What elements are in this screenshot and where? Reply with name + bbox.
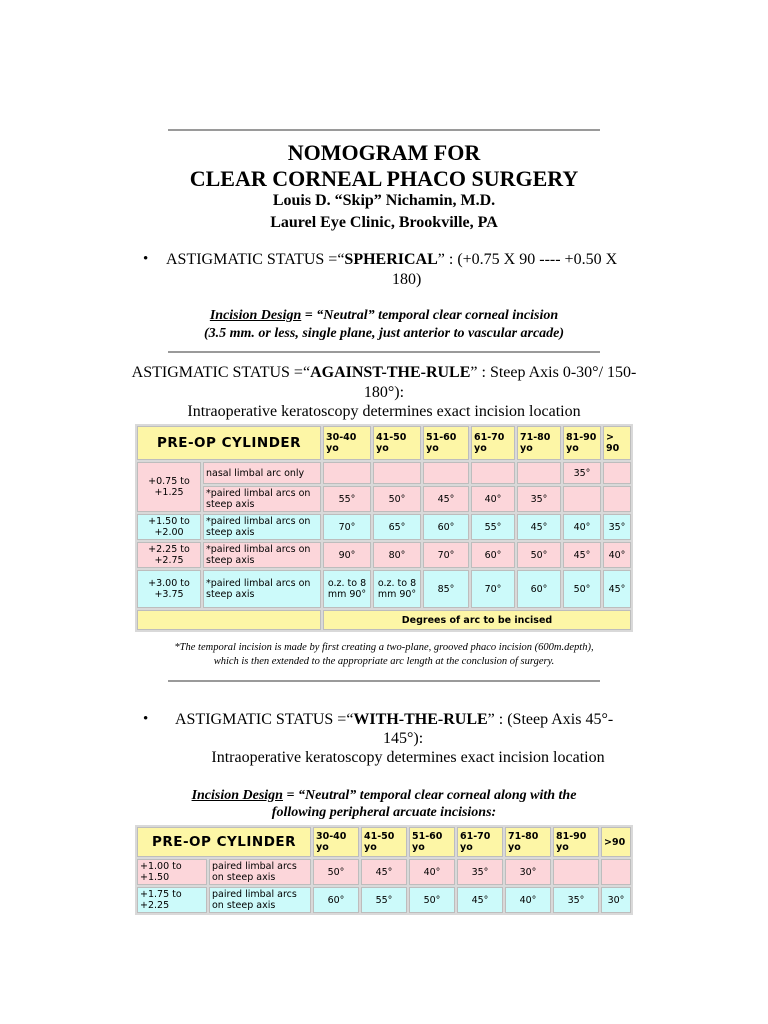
- status-name: SPHERICAL: [344, 251, 438, 268]
- arc-value-cell: 55°: [323, 486, 371, 512]
- arc-value-cell: 70°: [471, 570, 515, 608]
- pre-op-cylinder-header: PRE-OP CYLINDER: [137, 426, 321, 460]
- arc-value-cell: 45°: [603, 570, 631, 608]
- status-prefix: ASTIGMATIC STATUS =“: [166, 251, 345, 268]
- arc-value-cell: 35°: [563, 462, 601, 484]
- arc-value-cell: 45°: [361, 859, 407, 885]
- cylinder-range-cell: +2.25 to +2.75: [137, 542, 201, 568]
- arc-value-cell: 40°: [603, 542, 631, 568]
- age-header: 30-40 yo: [313, 827, 359, 857]
- arc-description-cell: nasal limbal arc only: [203, 462, 321, 484]
- arc-description-cell: *paired limbal arcs on steep axis: [203, 486, 321, 512]
- section-divider-1: [168, 351, 600, 353]
- bullet-icon: •: [143, 711, 149, 727]
- incision-design-text: = “Neutral” temporal clear corneal along with the: [282, 788, 577, 803]
- arc-value-cell: 30°: [601, 887, 631, 913]
- bullet-icon: •: [143, 251, 149, 267]
- arc-value-cell: 40°: [409, 859, 455, 885]
- arc-value-cell: 60°: [423, 514, 469, 540]
- arc-value-cell: 50°: [313, 859, 359, 885]
- age-header: 61-70 yo: [457, 827, 503, 857]
- cylinder-range-cell: +1.75 to +2.25: [137, 887, 207, 913]
- with-keratoscopy-note: Intraoperative keratoscopy determines exact incision location: [211, 749, 605, 766]
- arc-value-cell: 85°: [423, 570, 469, 608]
- age-header: 81-90 yo: [563, 426, 601, 460]
- arc-description-cell: paired limbal arcs on steep axis: [209, 887, 311, 913]
- arc-value-cell: 45°: [457, 887, 503, 913]
- age-header: 41-50 yo: [373, 426, 421, 460]
- arc-value-cell: 65°: [373, 514, 421, 540]
- temporal-incision-note-line2: which is then extended to the appropriate arc length at the conclusion of surgery.: [213, 656, 555, 667]
- section-divider-2: [168, 680, 600, 682]
- age-header: >90: [601, 827, 631, 857]
- arc-description-cell: *paired limbal arcs on steep axis: [203, 514, 321, 540]
- cylinder-range-cell: +1.50 to +2.00: [137, 514, 201, 540]
- status-prefix: ASTIGMATIC STATUS =“: [131, 364, 311, 381]
- arc-value-cell: [603, 486, 631, 512]
- arc-value-cell: [471, 462, 515, 484]
- arc-value-cell: 35°: [603, 514, 631, 540]
- incision-design-text: = “Neutral” temporal clear corneal incision: [301, 308, 559, 323]
- arc-value-cell: 45°: [563, 542, 601, 568]
- arc-description-cell: paired limbal arcs on steep axis: [209, 859, 311, 885]
- arc-value-cell: [601, 859, 631, 885]
- arc-value-cell: 50°: [563, 570, 601, 608]
- arc-value-cell: 60°: [517, 570, 561, 608]
- arc-value-cell: 50°: [373, 486, 421, 512]
- status-name: AGAINST-THE-RULE: [310, 364, 471, 381]
- pre-op-cylinder-header: PRE-OP CYLINDER: [137, 827, 311, 857]
- arc-value-cell: 45°: [517, 514, 561, 540]
- cylinder-range-cell: +1.00 to +1.50: [137, 859, 207, 885]
- incision-design-label: Incision Design: [191, 788, 283, 803]
- clinic-line: Laurel Eye Clinic, Brookville, PA: [270, 214, 498, 231]
- arc-value-cell: [553, 859, 599, 885]
- arc-value-cell: 80°: [373, 542, 421, 568]
- status-suffix: ” : (+0.75 X 90 ---- +0.50 X: [437, 251, 618, 268]
- arc-value-cell: 35°: [517, 486, 561, 512]
- arc-value-cell: 50°: [517, 542, 561, 568]
- arc-value-cell: 45°: [423, 486, 469, 512]
- footer-spacer-cell: [137, 610, 321, 630]
- spherical-incision-line2: (3.5 mm. or less, single plane, just anterior to vascular arcade): [203, 326, 565, 341]
- arc-value-cell: 35°: [553, 887, 599, 913]
- against-the-rule-status-line2: 180°):: [363, 384, 405, 401]
- age-header: 71-80 yo: [517, 426, 561, 460]
- arc-value-cell: [423, 462, 469, 484]
- status-name: WITH-THE-RULE: [353, 711, 488, 728]
- arc-value-cell: o.z. to 8 mm 90°: [373, 570, 421, 608]
- spherical-incision-design: [0, 307, 768, 325]
- arc-value-cell: [563, 486, 601, 512]
- arc-value-cell: 90°: [323, 542, 371, 568]
- arc-value-cell: 70°: [323, 514, 371, 540]
- arc-value-cell: 55°: [361, 887, 407, 913]
- arc-value-cell: 70°: [423, 542, 469, 568]
- age-header: 81-90 yo: [553, 827, 599, 857]
- status-prefix: ASTIGMATIC STATUS =“: [175, 711, 354, 728]
- spherical-status-line2: 180): [392, 271, 422, 288]
- spherical-status: [166, 251, 666, 269]
- status-suffix: ” : (Steep Axis 45°-: [487, 711, 614, 728]
- arc-value-cell: 35°: [457, 859, 503, 885]
- against-the-rule-status: [0, 364, 768, 382]
- against-the-rule-table: [135, 424, 633, 632]
- arc-value-cell: 55°: [471, 514, 515, 540]
- arc-value-cell: 40°: [471, 486, 515, 512]
- with-the-rule-status-line2: 145°):: [383, 730, 424, 747]
- with-the-rule-table: [135, 825, 633, 915]
- against-keratoscopy-note: Intraoperative keratoscopy determines exact incision location: [187, 403, 581, 420]
- degrees-footer: Degrees of arc to be incised: [323, 610, 631, 630]
- arc-value-cell: 60°: [313, 887, 359, 913]
- arc-value-cell: 60°: [471, 542, 515, 568]
- arc-value-cell: 50°: [409, 887, 455, 913]
- arc-value-cell: [323, 462, 371, 484]
- with-incision-line2: following peripheral arcuate incisions:: [271, 805, 497, 820]
- age-header: > 90: [603, 426, 631, 460]
- temporal-incision-note-line1: *The temporal incision is made by first creating a two-plane, grooved phaco incision (600m.depth),: [174, 642, 594, 653]
- cylinder-range-cell: +3.00 to +3.75: [137, 570, 201, 608]
- arc-value-cell: [373, 462, 421, 484]
- arc-value-cell: 40°: [505, 887, 551, 913]
- cylinder-range-cell: +0.75 to +1.25: [137, 462, 201, 512]
- arc-description-cell: *paired limbal arcs on steep axis: [203, 570, 321, 608]
- with-the-rule-status: [175, 711, 675, 729]
- incision-design-label: Incision Design: [209, 308, 302, 323]
- age-header: 71-80 yo: [505, 827, 551, 857]
- author-line: Louis D. “Skip” Nichamin, M.D.: [272, 192, 496, 209]
- age-header: 41-50 yo: [361, 827, 407, 857]
- top-divider: [168, 129, 600, 131]
- arc-value-cell: 30°: [505, 859, 551, 885]
- age-header: 61-70 yo: [471, 426, 515, 460]
- age-header: 51-60 yo: [409, 827, 455, 857]
- with-incision-design: [0, 787, 768, 805]
- arc-value-cell: o.z. to 8 mm 90°: [323, 570, 371, 608]
- arc-value-cell: [603, 462, 631, 484]
- arc-value-cell: 40°: [563, 514, 601, 540]
- age-header: 51-60 yo: [423, 426, 469, 460]
- status-suffix: ” : Steep Axis 0-30°/ 150-: [470, 364, 637, 381]
- arc-description-cell: *paired limbal arcs on steep axis: [203, 542, 321, 568]
- arc-value-cell: [517, 462, 561, 484]
- document-title-line1: NOMOGRAM FOR: [287, 140, 481, 165]
- document-title-line2: CLEAR CORNEAL PHACO SURGERY: [189, 166, 579, 191]
- age-header: 30-40 yo: [323, 426, 371, 460]
